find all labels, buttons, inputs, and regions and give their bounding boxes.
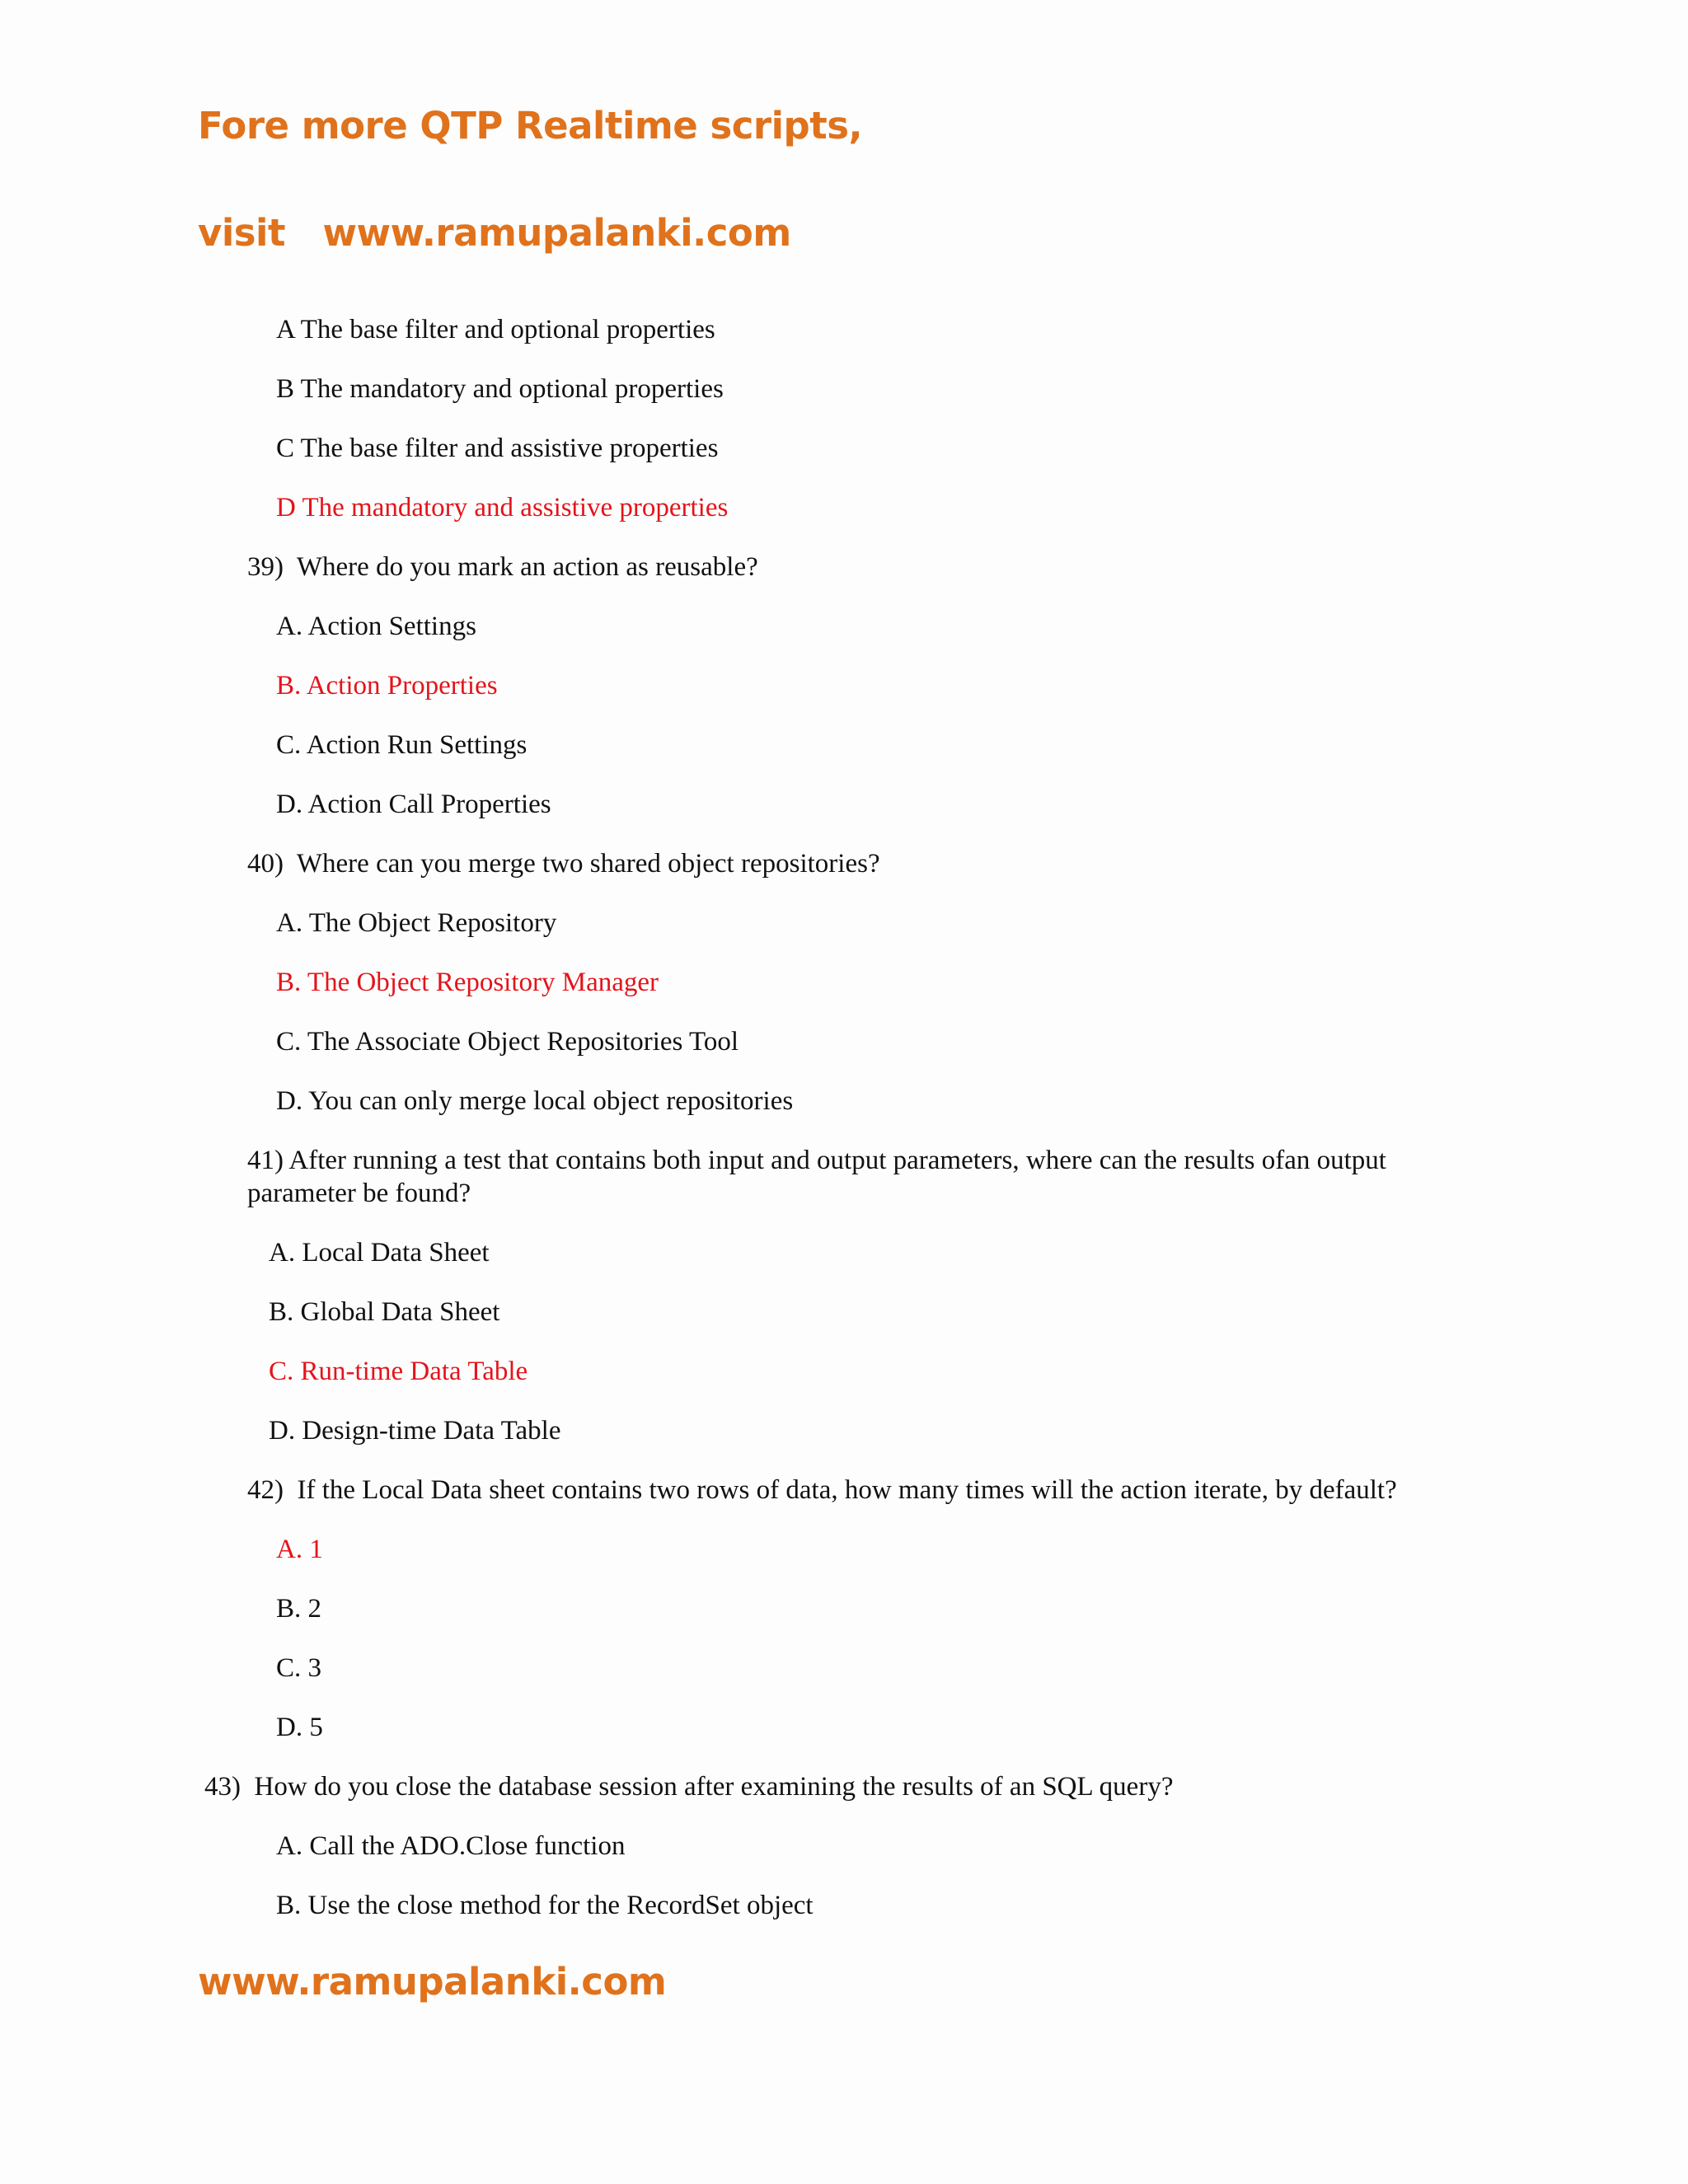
q41-option-a: A. Local Data Sheet: [269, 1238, 490, 1268]
q38-option-c: C The base filter and assistive properties: [276, 434, 719, 463]
q41-question: 41) After running a test that contains both input and output parameters, where can the results ofan output parameter be found?: [247, 1146, 1386, 1208]
q39-question: 39) Where do you mark an action as reusable?: [247, 552, 758, 582]
q38-option-b: B The mandatory and optional properties: [276, 374, 724, 404]
q42-question: 42) If the Local Data sheet contains two rows of data, how many times will the action iterate, by default?: [247, 1475, 1397, 1505]
q42-option-c: C. 3: [276, 1653, 322, 1683]
q41-option-b: B. Global Data Sheet: [269, 1297, 500, 1327]
q41-option-d: D. Design-time Data Table: [269, 1416, 561, 1446]
q39-option-d: D. Action Call Properties: [276, 790, 551, 819]
q42-option-d: D. 5: [276, 1713, 323, 1742]
q38-option-d-correct: D The mandatory and assistive properties: [276, 493, 729, 523]
q43-option-b: B. Use the close method for the RecordSet object: [276, 1891, 814, 1920]
q40-option-a: A. The Object Repository: [276, 908, 557, 938]
q42-option-a-correct: A. 1: [276, 1535, 323, 1564]
q38-option-a: A The base filter and optional properties: [276, 315, 715, 344]
q40-option-c: C. The Associate Object Repositories Tool: [276, 1027, 739, 1057]
q39-option-b-correct: B. Action Properties: [276, 671, 498, 701]
q40-question: 40) Where can you merge two shared object repositories?: [247, 849, 880, 879]
header-promo-line: Fore more QTP Realtime scripts,: [198, 104, 863, 148]
q39-option-a: A. Action Settings: [276, 612, 476, 641]
q41-option-c-correct: C. Run-time Data Table: [269, 1357, 528, 1386]
q40-option-d: D. You can only merge local object repositories: [276, 1086, 794, 1116]
footer-site-link[interactable]: www.ramupalanki.com: [198, 1960, 667, 2004]
q40-option-b-correct: B. The Object Repository Manager: [276, 968, 659, 997]
q42-option-b: B. 2: [276, 1594, 322, 1624]
q43-option-a: A. Call the ADO.Close function: [276, 1831, 626, 1861]
q39-option-c: C. Action Run Settings: [276, 730, 528, 760]
q43-question: 43) How do you close the database session after examining the results of an SQL query?: [204, 1772, 1174, 1802]
header-visit-link[interactable]: visit www.ramupalanki.com: [198, 211, 791, 255]
